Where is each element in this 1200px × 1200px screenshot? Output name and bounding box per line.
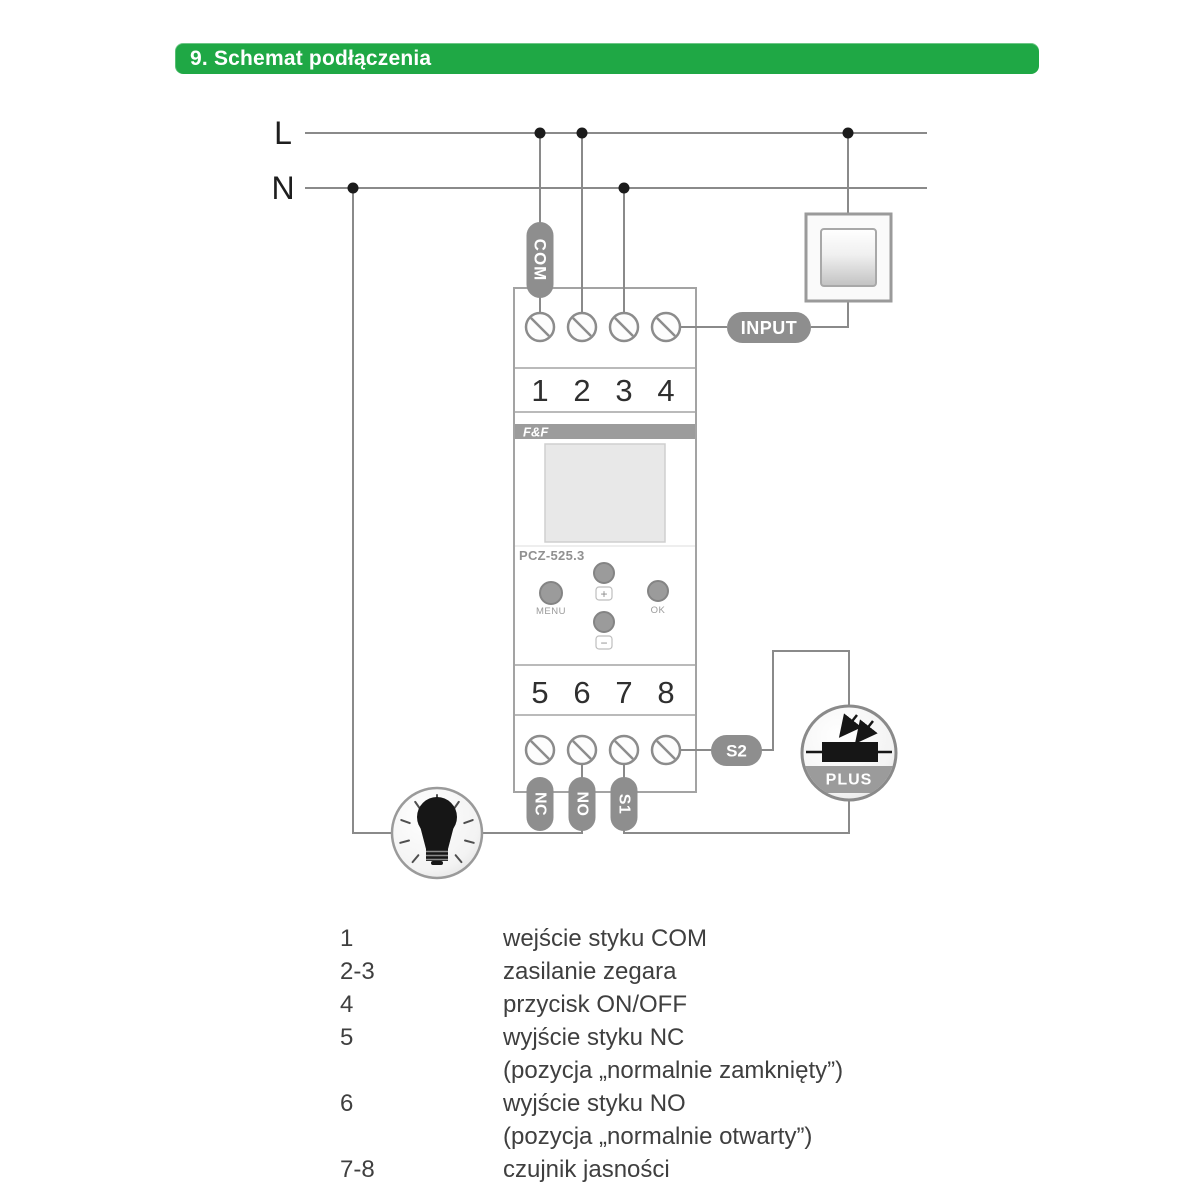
label-line-n: N [271, 170, 295, 206]
junction-dot [577, 128, 588, 139]
legend-row [340, 1087, 940, 1120]
legend-row [340, 1120, 940, 1153]
legend-ref: 2-3 [340, 958, 375, 985]
s2-badge-label: S2 [726, 741, 747, 761]
terminal-screw-5 [526, 736, 554, 764]
legend-row [340, 922, 940, 955]
terminal-number-1: 1 [531, 373, 549, 408]
legend-ref: 1 [340, 925, 354, 952]
com-badge-label: COM [530, 238, 550, 282]
minus-label: − [600, 636, 608, 650]
legend [340, 922, 940, 1186]
terminal-screw-3 [610, 313, 638, 341]
terminal-number-8: 8 [657, 675, 675, 710]
model-label: PCZ-525.3 [519, 548, 585, 563]
nc-badge-label: NC [531, 791, 549, 817]
ok-label: OK [650, 605, 666, 616]
terminal-number-7: 7 [615, 675, 633, 710]
up-button-icon [594, 563, 614, 583]
light-sensor-icon [798, 706, 900, 800]
legend-desc: (pozycja „normalnie otwarty”) [503, 1123, 813, 1150]
terminal-number-2: 2 [573, 373, 591, 408]
wall-switch-icon [806, 214, 891, 301]
terminal-screw-6 [568, 736, 596, 764]
s1-badge-label: S1 [615, 793, 633, 815]
legend-desc: przycisk ON/OFF [503, 991, 687, 1018]
terminal-screw-1 [526, 313, 554, 341]
legend-desc: (pozycja „normalnie zamknięty”) [503, 1057, 844, 1084]
legend-desc: wyjście styku NC [503, 1024, 685, 1051]
legend-ref [340, 1120, 503, 1153]
legend-ref: 5 [340, 1024, 354, 1051]
junction-dot [535, 128, 546, 139]
down-button-icon [594, 612, 614, 632]
input-badge-label: INPUT [740, 318, 798, 338]
legend-row [340, 1054, 940, 1087]
legend-ref: 6 [340, 1090, 354, 1117]
legend-desc: wyjście styku NO [503, 1090, 686, 1117]
legend-desc: zasilanie zegara [503, 958, 677, 985]
terminal-number-3: 3 [615, 373, 633, 408]
wire-input-switch [811, 301, 848, 327]
menu-button-icon [540, 582, 562, 604]
legend-desc: wejście styku COM [503, 925, 708, 952]
brand-logo: F&F [523, 424, 549, 440]
plus-label: + [600, 587, 608, 601]
legend-row [340, 1153, 940, 1186]
legend-row [340, 955, 940, 988]
legend-desc: czujnik jasności [503, 1156, 670, 1183]
junction-dot [843, 128, 854, 139]
legend-ref: 7-8 [340, 1156, 375, 1183]
label-line-l: L [274, 115, 292, 151]
device-body [514, 288, 696, 792]
photoresistor-icon [822, 742, 878, 762]
terminal-screw-8 [652, 736, 680, 764]
page-title: 9. Schemat podłączenia [190, 46, 432, 70]
ok-button-icon [648, 581, 668, 601]
light-bulb-icon [392, 788, 482, 878]
terminal-number-6: 6 [573, 675, 591, 710]
sensor-label: PLUS [825, 771, 873, 789]
terminal-screw-4 [652, 313, 680, 341]
junction-dot [619, 183, 630, 194]
terminal-screw-2 [568, 313, 596, 341]
terminal-screw-7 [610, 736, 638, 764]
junction-dots [348, 128, 854, 194]
menu-label: MENU [536, 606, 566, 617]
no-badge-label: NO [573, 791, 591, 817]
terminal-number-5: 5 [531, 675, 549, 710]
legend-ref [340, 1054, 503, 1087]
legend-ref: 4 [340, 991, 354, 1018]
terminal-number-4: 4 [657, 373, 675, 408]
legend-row [340, 1021, 940, 1054]
junction-dot [348, 183, 359, 194]
legend-row [340, 988, 940, 1021]
lcd-display [545, 444, 665, 542]
